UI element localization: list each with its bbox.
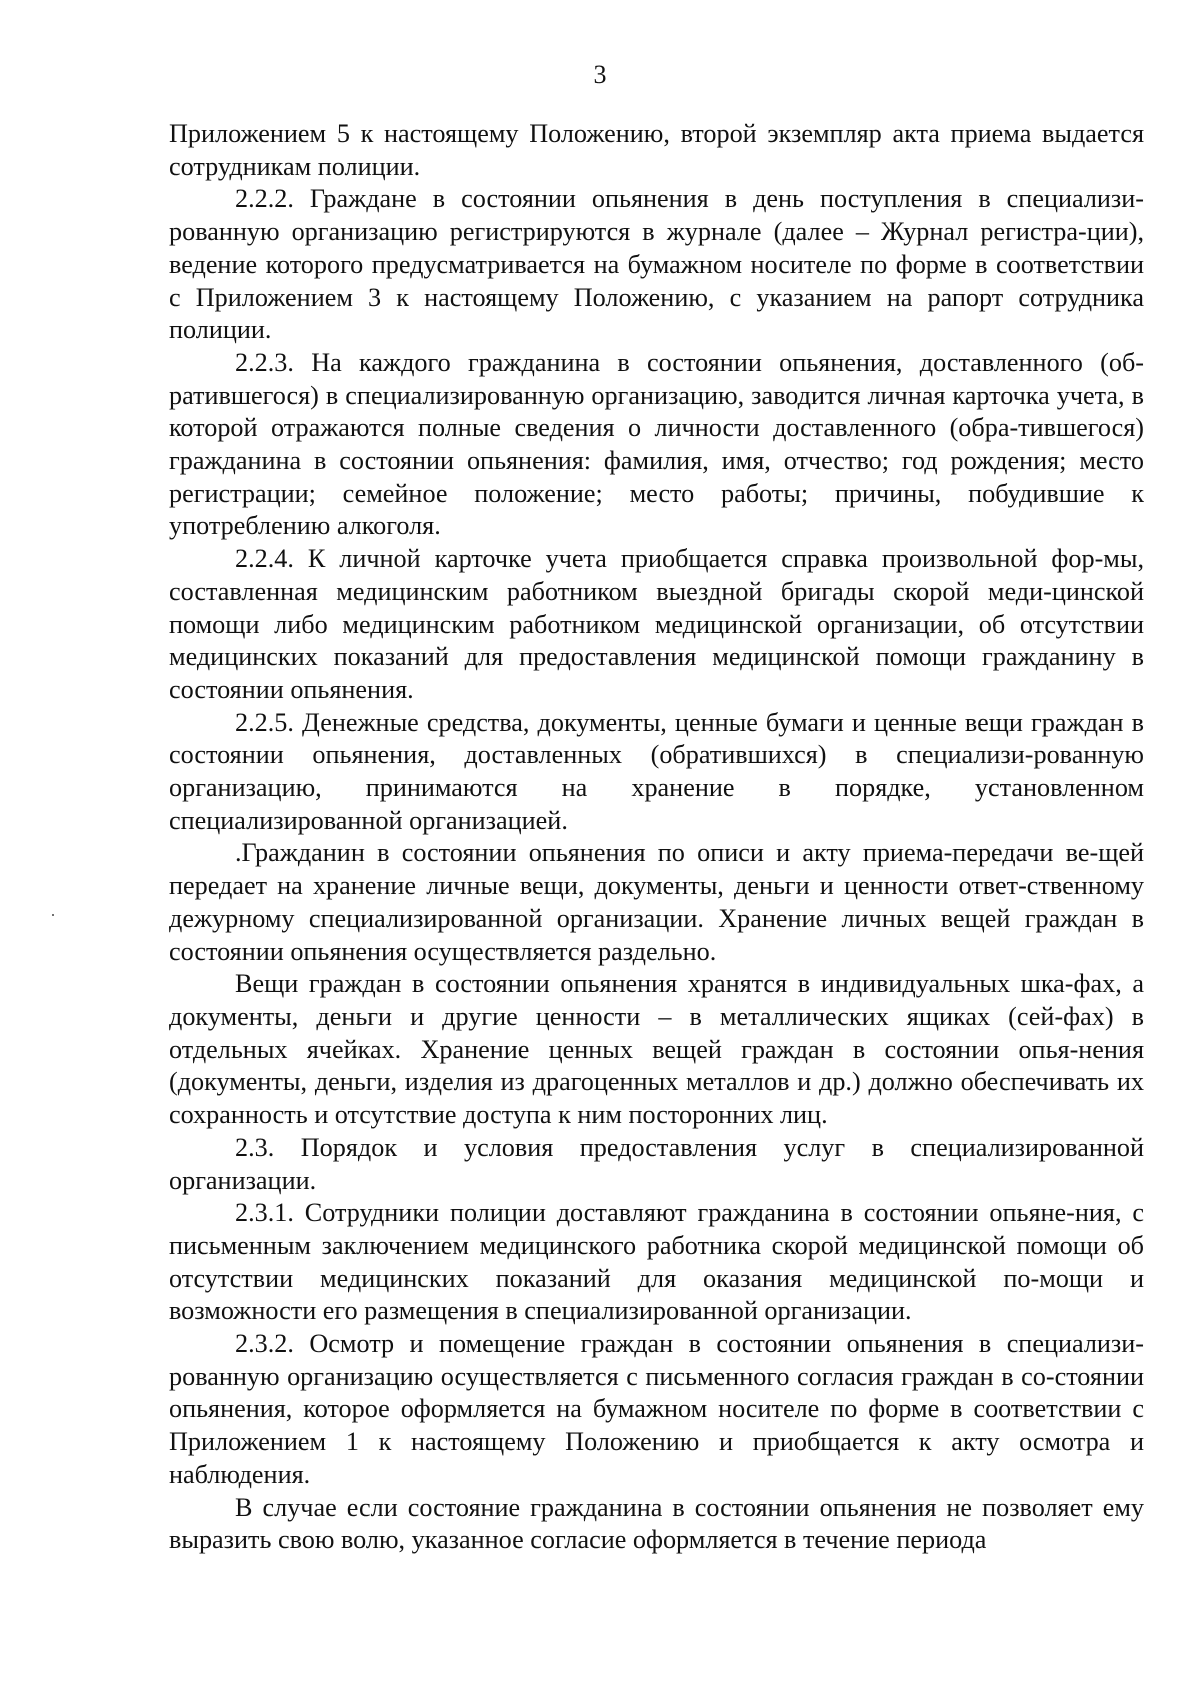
paragraph-continuation: Приложением 5 к настоящему Положению, второй экземпляр акта приема выдается сотрудникам полиции. bbox=[169, 119, 1144, 181]
paragraph-storage-lockers: Вещи граждан в состоянии опьянения хранятся в индивидуальных шка-фах, а документы, деньги и другие ценности – в металлических ящиках (сей-фах) в отдельных ячейках. Хранение ценных вещей граждан в состоянии опья-нения (документы, деньги, изделия из драгоценных металлов и др.) должно обеспечивать их сохранность и отсутствие доступа к ним посторонних лиц. bbox=[169, 969, 1144, 1130]
paragraph-2-2-3: 2.2.3. На каждого гражданина в состоянии опьянения, доставленного (об-ратившегося) в специализированную организацию, заводится личная карточка учета, в которой отражаются полные сведения о личности доставленного (обра-тившегося) гражданина в состоянии опьянения: фамилия, имя, отчество; год рождения; место регистрации; семейное положение; место работы; причины, побудившие к употреблению алкоголя. bbox=[169, 347, 1144, 541]
paragraph-2-3-1: 2.3.1. Сотрудники полиции доставляют гражданина в состоянии опьяне-ния, с письменным заключением медицинского работника скорой медицинской помощи об отсутствии медицинских показаний для оказания медицинской по-мощи и возможности его размещения в специализированной организации. bbox=[169, 1198, 1144, 1326]
paragraph-2-2-5: 2.2.5. Денежные средства, документы, ценные бумаги и ценные вещи граждан в состоянии опьянения, доставленных (обратившихся) в специализи-рованную организацию, принимаются на хранение в порядке, установленном специализированной организацией. bbox=[169, 707, 1144, 835]
paragraph-2-2-4: 2.2.4. К личной карточке учета приобщается справка произвольной фор-мы, составленная медицинским работником выездной бригады скорой меди-цинской помощи либо медицинским работником медицинской организации, об отсутствии медицинских показаний для предоставления медицинской помощи гражданину в состоянии опьянения. bbox=[169, 544, 1144, 704]
paragraph-2-3-heading: 2.3. Порядок и условия предоставления услуг в специализированной организации. bbox=[169, 1132, 1144, 1195]
paragraph-2-3-2: 2.3.2. Осмотр и помещение граждан в состоянии опьянения в специализи-рованную организацию осуществляется с письменного согласия граждан в со-стоянии опьянения, которое оформляется на бумажном носителе по форме в соответствии с Приложением 1 к настоящему Положению и приобщается к акту осмотра и наблюдения. bbox=[169, 1329, 1144, 1489]
scan-speck bbox=[52, 914, 54, 916]
paragraph-consent-case: В случае если состояние гражданина в состоянии опьянения не позволяет ему выразить свою волю, указанное согласие оформляется в течение периода bbox=[169, 1492, 1144, 1555]
paragraph-2-2-2: 2.2.2. Граждане в состоянии опьянения в день поступления в специализи-рованную организацию регистрируются в журнале (далее – Журнал регистра-ции), ведение которого предусматривается на бумажном носителе по форме в соответствии с Приложением 3 к настоящему Положению, с указанием на рапорт сотрудника полиции. bbox=[169, 184, 1144, 345]
document-body bbox=[169, 118, 1144, 1557]
paragraph-storage-transfer: .Гражданин в состоянии опьянения по описи и акту приема-передачи ве-щей передает на хранение личные вещи, документы, деньги и ценности ответ-ственному дежурному специализированной организации. Хранение личных вещей граждан в состоянии опьянения осуществляется раздельно. bbox=[169, 838, 1144, 966]
page-number: 3 bbox=[593, 60, 607, 89]
